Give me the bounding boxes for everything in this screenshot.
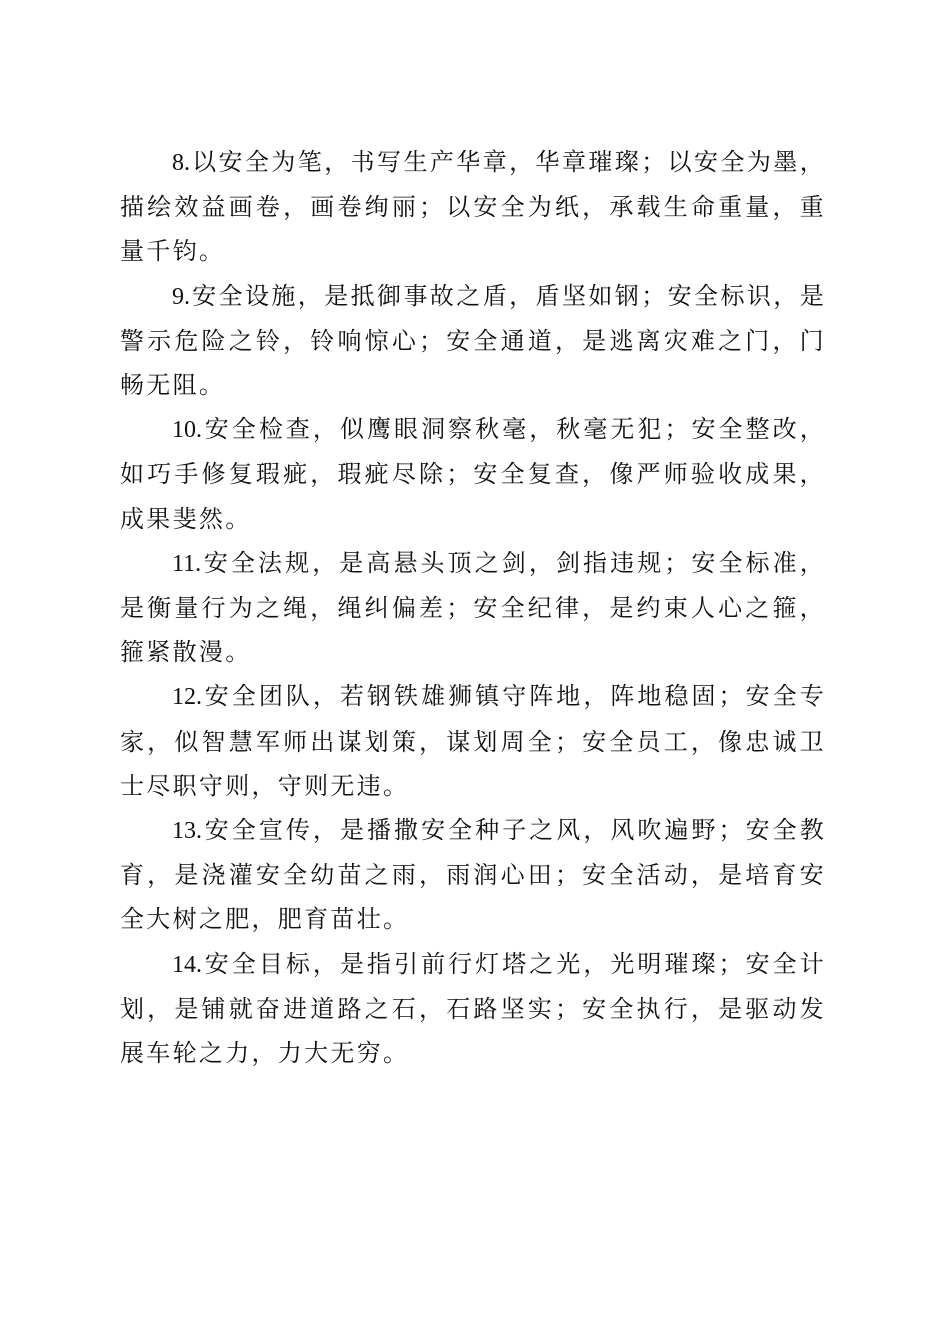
paragraph-text: 安全目标，是指引前行灯塔之光，光明璀璨；安全计划，是铺就奋进道路之石，石路坚实；安全执行，是驱动发展车轮之力，力大无穷。 [120, 949, 826, 1068]
paragraph-text: 安全法规，是高悬头顶之剑，剑指违规；安全标准，是衡量行为之绳，绳纠偏差；安全纪律，是约束人心之箍，箍紧散漫。 [120, 548, 826, 667]
paragraph-8 [120, 140, 826, 274]
document-body [120, 140, 826, 1075]
paragraph-text: 安全团队，若钢铁雄狮镇守阵地，阵地稳固；安全专家，似智慧军师出谋划策，谋划周全；安全员工，像忠诚卫士尽职守则，守则无违。 [120, 682, 826, 800]
paragraph-10 [120, 407, 826, 541]
paragraph-number: 9. [172, 283, 190, 310]
paragraph-number: 8. [172, 150, 190, 176]
paragraph-14 [120, 942, 826, 1076]
paragraph-13 [120, 808, 826, 942]
paragraph-number: 14. [172, 951, 202, 978]
paragraph-text: 安全宣传，是播撒安全种子之风，风吹遍野；安全教育，是浇灌安全幼苗之雨，雨润心田；安全活动，是培育安全大树之肥，肥育苗壮。 [120, 816, 826, 934]
paragraph-11 [120, 541, 826, 675]
paragraph-number: 13. [172, 818, 202, 845]
paragraph-9 [120, 274, 826, 408]
paragraph-number: 10. [172, 417, 202, 444]
paragraph-number: 12. [172, 684, 202, 711]
paragraph-number: 11. [172, 550, 202, 577]
paragraph-text: 安全检查，似鹰眼洞察秋毫，秋毫无犯；安全整改，如巧手修复瑕疵，瑕疵尽除；安全复查，像严师验收成果，成果斐然。 [120, 415, 826, 533]
paragraph-12 [120, 674, 826, 808]
paragraph-text: 以安全为笔，书写生产华章，华章璀璨；以安全为墨，描绘效益画卷，画卷绚丽；以安全为纸，承载生命重量，重量千钧。 [120, 148, 826, 266]
paragraph-text: 安全设施，是抵御事故之盾，盾坚如钢；安全标识，是警示危险之铃，铃响惊心；安全通道，是逃离灾难之门，门畅无阻。 [120, 281, 826, 400]
